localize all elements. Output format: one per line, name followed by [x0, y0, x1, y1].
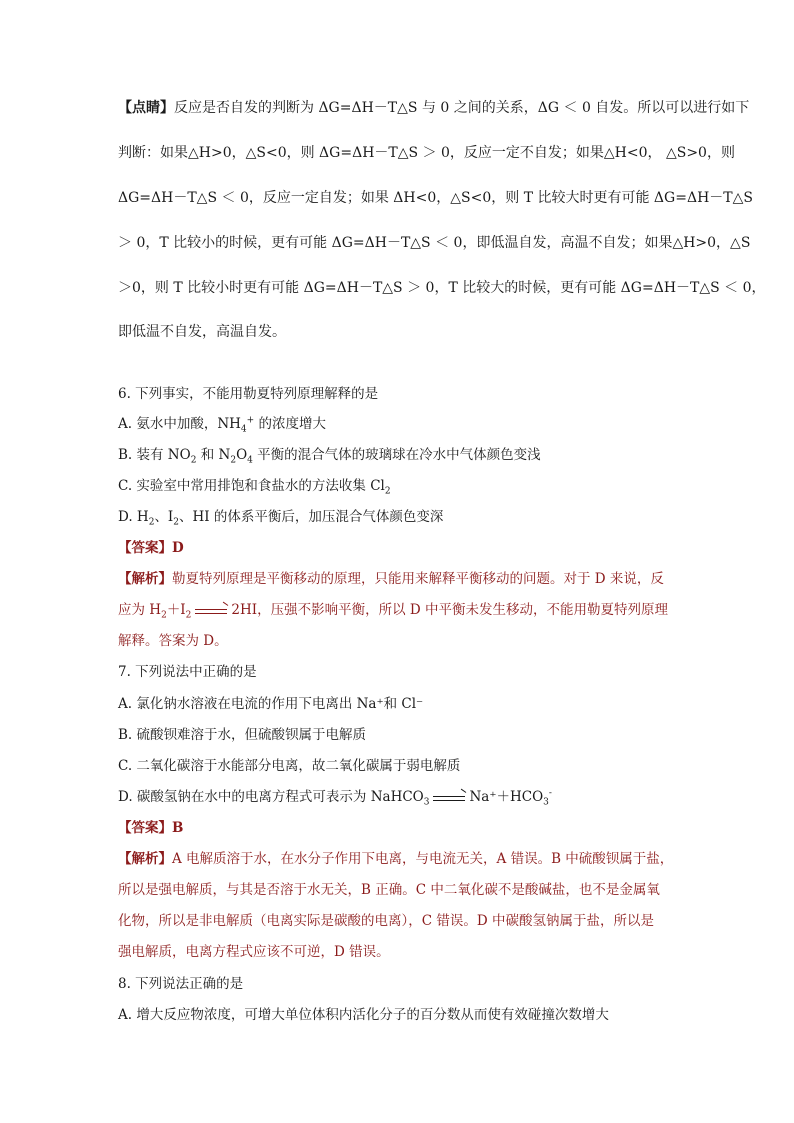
dianjing-line-2: 判断：如果△H>0，△S<0，则 ΔG=ΔH－T△S ＞ 0，反应一定不自发；如果△H<0， △S>0，则: [118, 145, 735, 161]
answer-tag: 【答案】: [118, 820, 172, 836]
q7-option-d: D. 碳酸氢钠在水中的电离方程式可表示为 NaHCO$_3$ $Na^++HCO_3^-$: [118, 788, 552, 808]
q6-option-c: C. 实验室中常用排饱和食盐水的方法收集 $Cl_2$: [118, 478, 391, 497]
q6-analysis-line-2: 应为 $H_2+I_2$ 2HI，压强不影响平衡，所以 D 中平衡未发生移动，不能用勒夏特列原理: [118, 602, 668, 621]
q7-analysis-line-3: 化物，所以是非电解质（电离实际是碳酸的电离），C 错误。D 中碳酸氢钠属于盐，所以是: [118, 913, 654, 929]
dianjing-line-4: ＞ 0，T 比较小的时候，更有可能 ΔG=ΔH－T△S ＜ 0，即低温自发，高温不自发；如果△H>0，△S: [118, 235, 751, 251]
q7-option-c: C. 二氧化碳溶于水能部分电离，故二氧化碳属于弱电解质: [118, 758, 461, 774]
q7-analysis-line-4: 强电解质，电离方程式应该不可逆，D 错误。: [118, 944, 390, 960]
analysis-tag: 【解析】: [118, 851, 172, 867]
q6-answer: 【答案】D: [118, 540, 184, 556]
q6-analysis-line-3: 解释。答案为 D。: [118, 633, 228, 649]
analysis-tag: 【解析】: [118, 571, 172, 587]
dianjing-tag: 【点睛】: [118, 100, 174, 116]
q7-analysis-line-2: 所以是强电解质，与其是否溶于水无关，B 正确。C 中二氧化碳不是酸碱盐，也不是金属氧: [118, 882, 660, 898]
dianjing-line-5: ＞0，则 T 比较小时更有可能 ΔG=ΔH－T△S ＞ 0，T 比较大的时候，更有可能 ΔG=ΔH－T△S ＜ 0，: [118, 280, 766, 296]
q8-stem: 8. 下列说法正确的是: [118, 976, 244, 992]
reversible-arrow-icon: [433, 793, 465, 803]
answer-tag: 【答案】: [118, 540, 172, 556]
q6-option-d: D. $H_2$、$I_2$、HI 的体系平衡后，加压混合气体颜色变深: [118, 509, 444, 528]
q7-analysis-line-1: 【解析】A 电解质溶于水，在水分子作用下电离，与电流无关，A 错误。B 中硫酸钡属于盐，: [118, 851, 674, 867]
dianjing-line-1: 【点睛】反应是否自发的判断为 ΔG=ΔH－T△S 与 0 之间的关系，ΔG ＜ 0 自发。所以可以进行如下: [118, 100, 750, 116]
q6-option-a: A. 氨水中加酸，$NH_4^+$ 的浓度增大: [118, 415, 326, 435]
q7-stem: 7. 下列说法中正确的是: [118, 664, 257, 680]
q7-answer: 【答案】B: [118, 820, 184, 836]
dianjing-line-6: 即低温不自发，高温自发。: [118, 324, 286, 340]
q7-option-a: A. 氯化钠水溶液在电流的作用下电离出 Na⁺和 Cl⁻: [118, 696, 424, 712]
q6-option-b: B. 装有 $NO_2$ 和 $N_2O_4$ 平衡的混合气体的玻璃球在冷水中气体颜色变浅: [118, 447, 541, 466]
dianjing-line-3: ΔG=ΔH－T△S ＜ 0，反应一定自发；如果 ΔH<0，△S<0，则 T 比较大时更有可能 ΔG=ΔH－T△S: [118, 190, 753, 206]
reversible-arrow-icon: [195, 606, 227, 616]
q6-analysis-line-1: 【解析】勒夏特列原理是平衡移动的原理，只能用来解释平衡移动的问题。对于 D 来说，反: [118, 571, 664, 587]
q8-option-a: A. 增大反应物浓度，可增大单位体积内活化分子的百分数从而使有效碰撞次数增大: [118, 1007, 609, 1023]
q6-stem: 6. 下列事实，不能用勒夏特列原理解释的是: [118, 386, 379, 402]
q7-option-b: B. 硫酸钡难溶于水，但硫酸钡属于电解质: [118, 727, 367, 743]
